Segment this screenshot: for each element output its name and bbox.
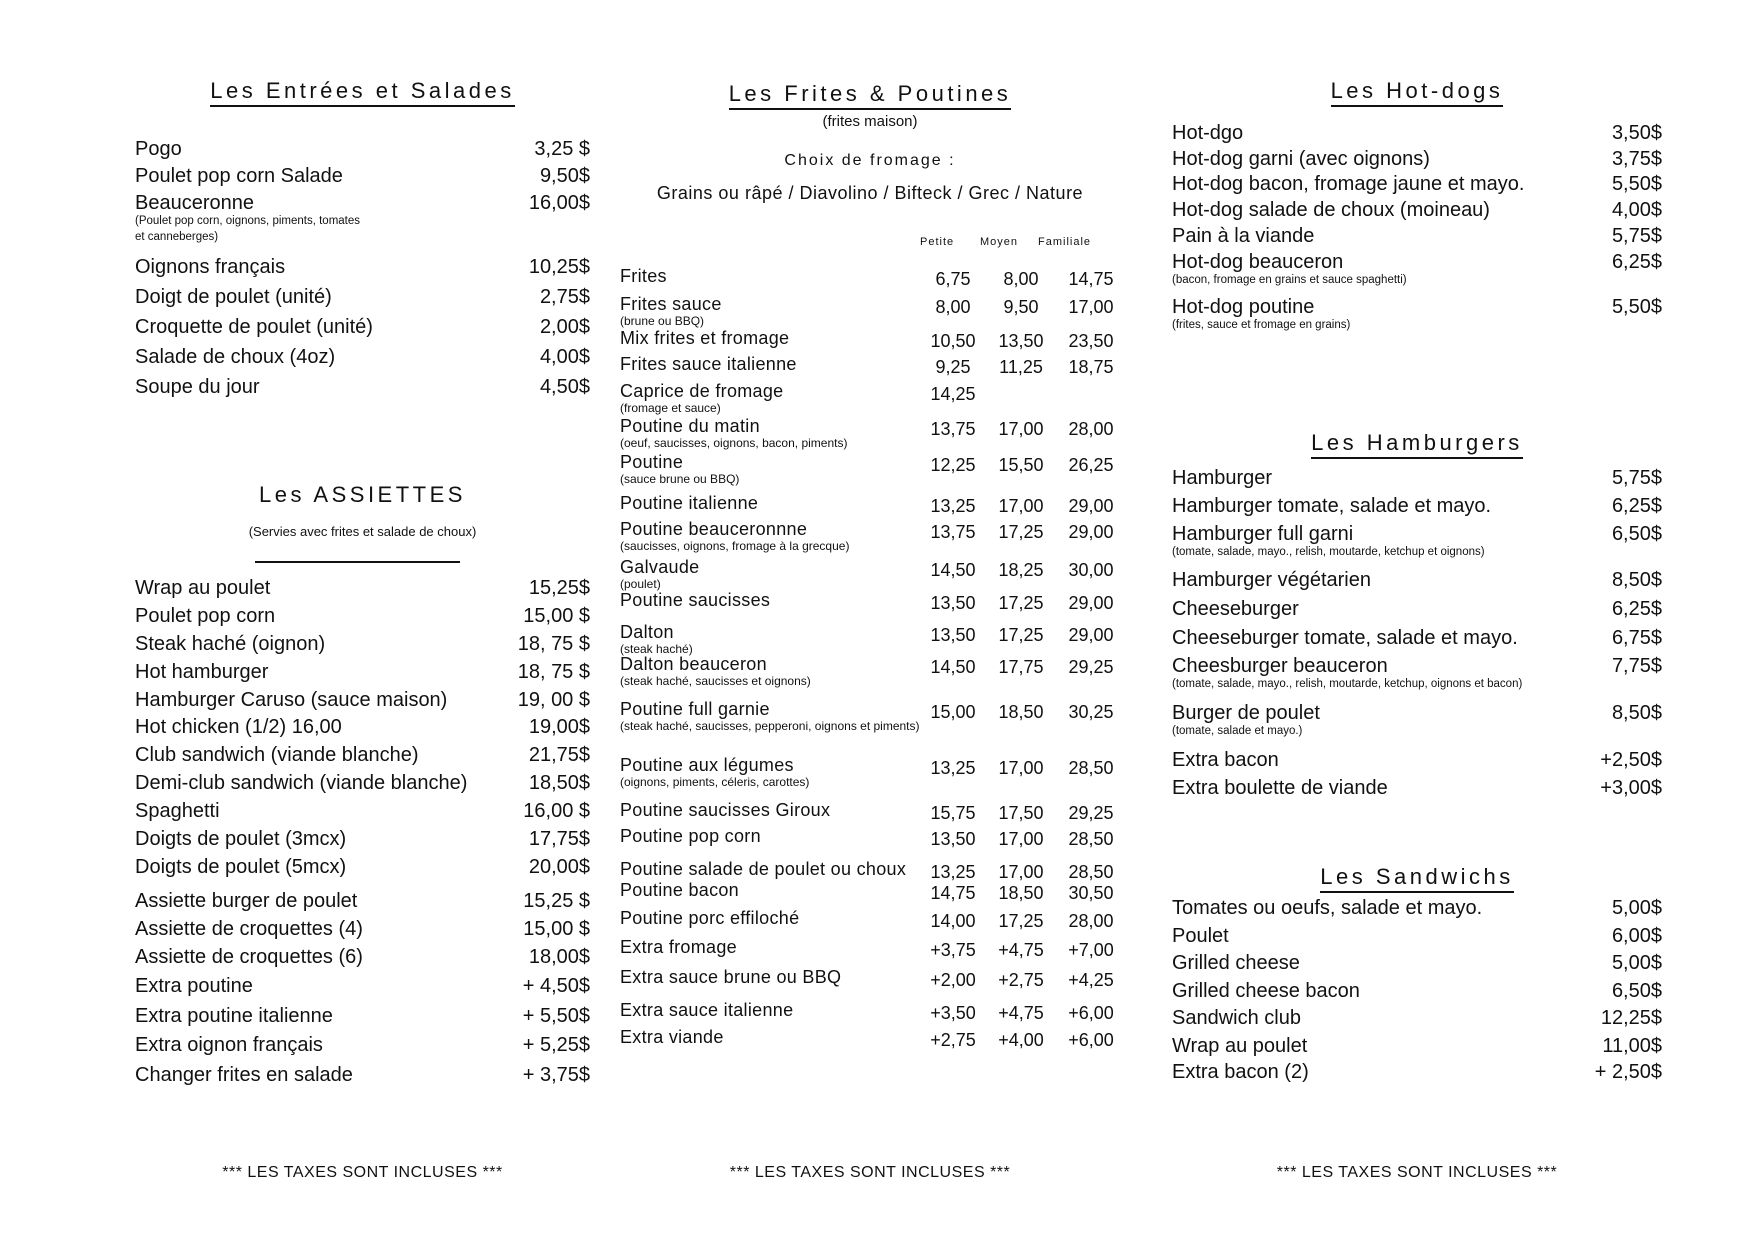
price-moyen: +4,00 <box>998 1030 1044 1050</box>
item-name: Poutine saucisses <box>620 590 771 610</box>
poutine-row <box>620 622 1140 656</box>
item-name: Steak haché (oignon) <box>135 633 326 655</box>
price-moyen: 17,25 <box>998 625 1044 645</box>
price-moyen: 15,50 <box>998 455 1044 475</box>
section-title-frites: Les Frites & Poutines <box>620 81 1120 107</box>
item-price: 18,00$ <box>528 946 590 968</box>
item-description: (oignons, piments, céleris, carottes) <box>620 775 810 789</box>
poutine-row <box>620 880 1140 904</box>
price-familiale: +6,00 <box>1068 1003 1114 1023</box>
price-familiale: +7,00 <box>1068 940 1114 960</box>
price-familiale: 18,75 <box>1068 357 1114 377</box>
price-moyen: +4,75 <box>998 940 1044 960</box>
menu-item <box>135 661 590 685</box>
item-price: 6,50$ <box>1611 523 1662 545</box>
menu-item <box>135 1034 590 1058</box>
menu-item <box>1172 749 1662 773</box>
price-familiale: 26,25 <box>1068 455 1114 475</box>
item-description: (saucisses, oignons, fromage à la grecque) <box>620 539 850 553</box>
poutine-row <box>620 328 1140 352</box>
menu-item <box>135 800 590 824</box>
item-name: Tomates ou oeufs, salade et mayo. <box>1172 897 1483 919</box>
poutine-row <box>620 800 1140 824</box>
item-price: 5,75$ <box>1611 225 1662 247</box>
price-moyen: 17,25 <box>998 593 1044 613</box>
price-petite: 14,50 <box>930 657 976 677</box>
item-name: Grilled cheese bacon <box>1172 980 1360 1002</box>
menu-item <box>135 744 590 768</box>
item-name: Extra sauce brune ou BBQ <box>620 967 842 987</box>
item-name: Hamburger <box>1172 467 1273 489</box>
menu-item <box>1172 251 1662 286</box>
item-name: Demi-club sandwich (viande blanche) <box>135 772 468 794</box>
item-name: Dalton <box>620 622 674 642</box>
price-moyen: 9,50 <box>1003 297 1039 317</box>
price-moyen: 18,50 <box>998 702 1044 722</box>
item-name: Hot chicken (1/2) 16,00 <box>135 716 342 738</box>
menu-item <box>1172 1035 1662 1059</box>
item-price: + 2,50$ <box>1594 1061 1662 1083</box>
item-name: Poutine du matin <box>620 416 760 436</box>
price-familiale: 29,00 <box>1068 593 1114 613</box>
item-description: (tomate, salade, mayo., relish, moutarde, ketchup, oignons et bacon) <box>1172 678 1523 690</box>
item-price: 5,75$ <box>1611 467 1662 489</box>
item-price: 8,50$ <box>1611 569 1662 591</box>
item-name: Caprice de fromage <box>620 381 784 401</box>
price-moyen: +4,75 <box>998 1003 1044 1023</box>
price-familiale: 30,50 <box>1068 883 1114 903</box>
item-name: Cheesburger beauceron <box>1172 655 1388 677</box>
menu-item <box>1172 1061 1662 1085</box>
item-price: 19,00$ <box>528 716 590 738</box>
item-price: 6,75$ <box>1611 627 1662 649</box>
price-petite: 13,50 <box>930 593 976 613</box>
price-familiale: 29,00 <box>1068 625 1114 645</box>
price-petite: +3,50 <box>930 1003 976 1023</box>
item-name: Extra boulette de viande <box>1172 777 1388 799</box>
menu-item <box>135 633 590 657</box>
menu-item <box>1172 980 1662 1004</box>
item-price: 20,00$ <box>528 856 590 878</box>
menu-item: Pogo 3,25 $ <box>135 138 590 160</box>
price-familiale: 30,25 <box>1068 702 1114 722</box>
menu-item <box>1172 225 1662 249</box>
item-name: Hot hamburger <box>135 661 269 683</box>
item-name: Assiette de croquettes (4) <box>135 918 363 940</box>
item-price: + 5,25$ <box>522 1034 590 1056</box>
item-name: Extra sauce italienne <box>620 1000 794 1020</box>
item-price: 6,25$ <box>1611 495 1662 517</box>
menu-item <box>1172 569 1662 593</box>
poutine-row <box>620 1000 1140 1024</box>
item-price: +2,50$ <box>1600 749 1662 771</box>
section-title-sandwichs: Les Sandwichs <box>1172 864 1662 890</box>
price-moyen: 17,00 <box>998 862 1044 882</box>
size-header-familiale: Familiale <box>1038 236 1092 248</box>
item-description: (oeuf, saucisses, oignons, bacon, piments) <box>620 436 848 450</box>
menu-item <box>1172 925 1662 949</box>
poutine-row <box>620 590 1140 614</box>
size-header-petite: Petite <box>920 236 955 248</box>
menu-item <box>1172 952 1662 976</box>
menu-item <box>135 890 590 914</box>
item-description: (bacon, fromage en grains et sauce spaghetti) <box>1172 274 1407 286</box>
item-name: Hamburger full garni <box>1172 523 1354 545</box>
item-price: 11,00$ <box>1602 1035 1662 1057</box>
item-name: Doigts de poulet (3mcx) <box>135 828 347 850</box>
price-familiale: 28,50 <box>1068 829 1114 849</box>
item-description: (tomate, salade et mayo.) <box>1172 725 1303 737</box>
item-price: 18, 75 $ <box>517 633 590 655</box>
price-petite: 15,75 <box>930 803 976 823</box>
item-description: (frites, sauce et fromage en grains) <box>1172 319 1351 331</box>
section-title-hamburgers: Les Hamburgers <box>1172 430 1662 456</box>
item-description: (steak haché, saucisses et oignons) <box>620 674 811 688</box>
item-name: Club sandwich (viande blanche) <box>135 744 419 766</box>
item-price: 4,00$ <box>1611 199 1662 221</box>
price-moyen: 17,25 <box>998 522 1044 542</box>
poutine-row <box>620 452 1140 486</box>
cheese-options: Grains ou râpé / Diavolino / Bifteck / Grec / Nature <box>656 183 1084 203</box>
item-name: Extra bacon (2) <box>1172 1061 1309 1083</box>
item-price: +3,00$ <box>1600 777 1662 799</box>
price-petite: 6,75 <box>935 269 971 289</box>
item-name: Frites sauce <box>620 294 722 314</box>
price-moyen: 17,00 <box>998 496 1044 516</box>
price-familiale: 17,00 <box>1068 297 1114 317</box>
item-price: 6,50$ <box>1611 980 1662 1002</box>
item-price: 8,50$ <box>1611 702 1662 724</box>
item-name: Assiette burger de poulet <box>135 890 358 912</box>
price-petite: 15,00 <box>930 702 976 722</box>
price-petite: 9,25 <box>935 357 971 377</box>
price-moyen: 17,50 <box>998 803 1044 823</box>
price-petite: +3,75 <box>930 940 976 960</box>
menu-item <box>135 1005 590 1029</box>
price-moyen: 8,00 <box>1003 269 1039 289</box>
item-name: Pain à la viande <box>1172 225 1315 247</box>
menu-item <box>1172 199 1662 223</box>
item-description: (steak haché, saucisses, pepperoni, oignons et piments) <box>620 719 920 733</box>
cheese-label: Choix de fromage : <box>784 152 956 169</box>
price-petite: 13,75 <box>930 419 976 439</box>
item-name: Doigts de poulet (5mcx) <box>135 856 347 878</box>
price-familiale: 28,50 <box>1068 862 1114 882</box>
price-petite: 14,00 <box>930 911 976 931</box>
item-name: Dalton beauceron <box>620 654 767 674</box>
divider <box>255 561 460 563</box>
price-petite: 13,25 <box>930 862 976 882</box>
price-petite: +2,00 <box>930 970 976 990</box>
price-familiale: 29,00 <box>1068 496 1114 516</box>
menu-item: Oignons français 10,25$ <box>135 256 590 278</box>
price-familiale: 30,00 <box>1068 560 1114 580</box>
item-price: 7,75$ <box>1611 655 1662 677</box>
item-name: Hot-dog salade de choux (moineau) <box>1172 199 1490 221</box>
item-price: 15,25$ <box>528 577 590 599</box>
item-price: 5,00$ <box>1611 952 1662 974</box>
item-name: Assiette de croquettes (6) <box>135 946 363 968</box>
item-price: 18, 75 $ <box>517 661 590 683</box>
menu-item <box>135 716 590 740</box>
poutine-row <box>620 294 1140 328</box>
item-name: Extra poutine <box>135 975 253 997</box>
menu-item <box>1172 897 1662 921</box>
price-familiale: 28,50 <box>1068 758 1114 778</box>
poutine-row <box>620 1027 1140 1051</box>
poutine-row <box>620 557 1140 591</box>
item-name: Poutine pop corn <box>620 826 761 846</box>
price-familiale: 29,25 <box>1068 803 1114 823</box>
price-familiale: 23,50 <box>1068 331 1114 351</box>
item-description: (sauce brune ou BBQ) <box>620 472 740 486</box>
menu-item <box>1172 296 1662 331</box>
menu-item <box>1172 467 1662 491</box>
item-name: Hamburger végétarien <box>1172 569 1371 591</box>
item-price: 3,75$ <box>1611 148 1662 170</box>
item-name: Poutine bacon <box>620 880 739 900</box>
price-petite: 14,50 <box>930 560 976 580</box>
menu-item <box>1172 655 1662 690</box>
menu-item <box>1172 122 1662 146</box>
price-familiale: 28,00 <box>1068 419 1114 439</box>
item-description: (steak haché) <box>620 642 693 656</box>
footer-taxes: *** LES TAXES SONT INCLUSES *** <box>222 1164 503 1181</box>
price-petite: 13,50 <box>930 829 976 849</box>
item-price: 17,75$ <box>528 828 590 850</box>
price-moyen: 17,00 <box>998 758 1044 778</box>
section-subtitle-assiettes: (Servies avec frites et salade de choux) <box>248 524 477 539</box>
item-name: Sandwich club <box>1172 1007 1301 1029</box>
price-petite: 14,75 <box>930 883 976 903</box>
item-name: Poutine beauceronnne <box>620 519 808 539</box>
menu-item: Doigt de poulet (unité) 2,75$ <box>135 286 590 308</box>
menu-item <box>135 605 590 629</box>
poutine-row <box>620 654 1140 688</box>
price-petite: 13,50 <box>930 625 976 645</box>
poutine-row <box>620 266 1140 290</box>
price-moyen: +2,75 <box>998 970 1044 990</box>
item-name: Poulet <box>1172 925 1229 947</box>
item-name: Hamburger Caruso (sauce maison) <box>135 689 448 711</box>
item-name: Burger de poulet <box>1172 702 1320 724</box>
item-name: Hot-dog poutine <box>1172 296 1315 318</box>
price-petite: +2,75 <box>930 1030 976 1050</box>
menu-item: Salade de choux (4oz) 4,00$ <box>135 346 590 368</box>
item-price: + 5,50$ <box>522 1005 590 1027</box>
price-petite: 10,50 <box>930 331 976 351</box>
item-name: Wrap au poulet <box>1172 1035 1308 1057</box>
item-price: 15,00 $ <box>523 605 590 627</box>
item-name: Spaghetti <box>135 800 220 822</box>
menu-item <box>135 918 590 942</box>
item-name: Hamburger tomate, salade et mayo. <box>1172 495 1492 517</box>
item-name: Hot-dog beauceron <box>1172 251 1344 273</box>
price-familiale: 28,00 <box>1068 911 1114 931</box>
section-subtitle-frites: (frites maison) <box>822 113 918 130</box>
menu-item <box>135 772 590 796</box>
item-name: Grilled cheese <box>1172 952 1300 974</box>
price-petite: 13,25 <box>930 496 976 516</box>
menu-item <box>1172 173 1662 197</box>
column-middle <box>620 0 1120 1241</box>
price-moyen: 17,00 <box>998 829 1044 849</box>
menu-item: Beauceronne 16,00$ (Poulet pop corn, oignons, piments, tomates et canneberges) <box>135 192 590 243</box>
price-familiale: 14,75 <box>1068 269 1114 289</box>
menu-item: Soupe du jour 4,50$ <box>135 376 590 398</box>
item-name: Cheeseburger <box>1172 598 1299 620</box>
menu-item <box>1172 777 1662 801</box>
price-familiale: 29,00 <box>1068 522 1114 542</box>
item-price: 18,50$ <box>528 772 590 794</box>
menu-item <box>135 975 590 999</box>
menu-item <box>1172 1007 1662 1031</box>
price-petite: 13,25 <box>930 758 976 778</box>
item-price: 5,00$ <box>1611 897 1662 919</box>
item-price: 15,25 $ <box>523 890 590 912</box>
price-moyen: 18,50 <box>998 883 1044 903</box>
menu-item <box>1172 148 1662 172</box>
poutine-row <box>620 908 1140 932</box>
menu-item <box>1172 523 1662 558</box>
menu-item <box>1172 598 1662 622</box>
item-name: Poutine italienne <box>620 493 759 513</box>
poutine-row <box>620 416 1140 450</box>
item-name: Galvaude <box>620 557 700 577</box>
poutine-row <box>620 519 1140 553</box>
item-name: Cheeseburger tomate, salade et mayo. <box>1172 627 1518 649</box>
poutine-row <box>620 967 1140 991</box>
item-name: Poutine aux légumes <box>620 755 794 775</box>
item-name: Extra fromage <box>620 937 737 957</box>
item-description: (fromage et sauce) <box>620 401 721 415</box>
item-name: Hot-dog bacon, fromage jaune et mayo. <box>1172 173 1525 195</box>
item-name: Poulet pop corn <box>135 605 276 627</box>
price-familiale: 29,25 <box>1068 657 1114 677</box>
item-name: Poutine saucisses Giroux <box>620 800 831 820</box>
menu-item <box>135 577 590 601</box>
price-petite: 12,25 <box>930 455 976 475</box>
item-name: Hot-dog garni (avec oignons) <box>1172 148 1430 170</box>
item-price: + 4,50$ <box>522 975 590 997</box>
item-name: Extra poutine italienne <box>135 1005 333 1027</box>
item-price: + 3,75$ <box>522 1064 590 1086</box>
size-header-moyen: Moyen <box>980 236 1019 248</box>
item-name: Frites sauce italienne <box>620 354 797 374</box>
price-familiale: +6,00 <box>1068 1030 1114 1050</box>
footer-taxes: *** LES TAXES SONT INCLUSES *** <box>1276 1164 1558 1181</box>
poutine-row <box>620 493 1140 517</box>
price-moyen: 11,25 <box>999 357 1043 377</box>
item-name: Poutine full garnie <box>620 699 770 719</box>
item-name: Frites <box>620 266 667 286</box>
item-price: 6,00$ <box>1611 925 1662 947</box>
price-petite: 8,00 <box>935 297 971 317</box>
price-petite: 14,25 <box>930 384 976 404</box>
item-price: 19, 00 $ <box>517 689 590 711</box>
section-title-assiettes: Les ASSIETTES <box>259 482 466 507</box>
section-title-entrees: Les Entrées et Salades <box>135 78 590 104</box>
poutine-row <box>620 699 1140 733</box>
menu-item <box>135 856 590 880</box>
column-left <box>135 0 590 1241</box>
poutine-row <box>620 755 1140 789</box>
item-name: Extra bacon <box>1172 749 1279 771</box>
item-description: (brune ou BBQ) <box>620 314 705 328</box>
footer-taxes: *** LES TAXES SONT INCLUSES *** <box>729 1164 1011 1181</box>
price-petite: 13,75 <box>930 522 976 542</box>
item-price: 12,25$ <box>1600 1007 1662 1029</box>
poutine-row <box>620 354 1140 378</box>
item-price: 6,25$ <box>1611 251 1662 273</box>
item-name: Poutine porc effiloché <box>620 908 800 928</box>
poutine-row <box>620 381 1140 415</box>
price-moyen: 13,50 <box>998 331 1044 351</box>
price-familiale: +4,25 <box>1068 970 1114 990</box>
menu-item <box>1172 627 1662 651</box>
menu-item <box>1172 702 1662 737</box>
item-name: Poutine salade de poulet ou choux <box>620 859 907 879</box>
menu-item <box>1172 495 1662 519</box>
item-description: (tomate, salade, mayo., relish, moutarde, ketchup et oignons) <box>1172 546 1485 558</box>
item-price: 3,50$ <box>1611 122 1662 144</box>
item-name: Changer frites en salade <box>135 1064 353 1086</box>
menu-item <box>135 1064 590 1088</box>
price-moyen: 18,25 <box>998 560 1044 580</box>
item-price: 15,00 $ <box>523 918 590 940</box>
item-name: Hot-dgo <box>1172 122 1244 144</box>
item-price: 21,75$ <box>528 744 590 766</box>
menu-item <box>135 828 590 852</box>
menu-item: Poulet pop corn Salade 9,50$ <box>135 165 590 187</box>
menu-item <box>135 689 590 713</box>
item-price: 5,50$ <box>1611 296 1662 318</box>
poutine-row <box>620 937 1140 961</box>
item-price: 16,00 $ <box>523 800 590 822</box>
price-moyen: 17,25 <box>998 911 1044 931</box>
column-right <box>1172 0 1662 1241</box>
menu-item: Croquette de poulet (unité) 2,00$ <box>135 316 590 338</box>
price-moyen: 17,00 <box>998 419 1044 439</box>
menu-item <box>135 946 590 970</box>
section-title-hotdogs: Les Hot-dogs <box>1172 78 1662 104</box>
item-name: Extra viande <box>620 1027 724 1047</box>
item-name: Wrap au poulet <box>135 577 271 599</box>
item-price: 5,50$ <box>1611 173 1662 195</box>
item-name: Mix frites et fromage <box>620 328 790 348</box>
item-description: (poulet) <box>620 577 661 591</box>
price-moyen: 17,75 <box>998 657 1044 677</box>
item-name: Extra oignon français <box>135 1034 323 1056</box>
poutine-row <box>620 826 1140 850</box>
item-name: Poutine <box>620 452 684 472</box>
item-price: 6,25$ <box>1611 598 1662 620</box>
